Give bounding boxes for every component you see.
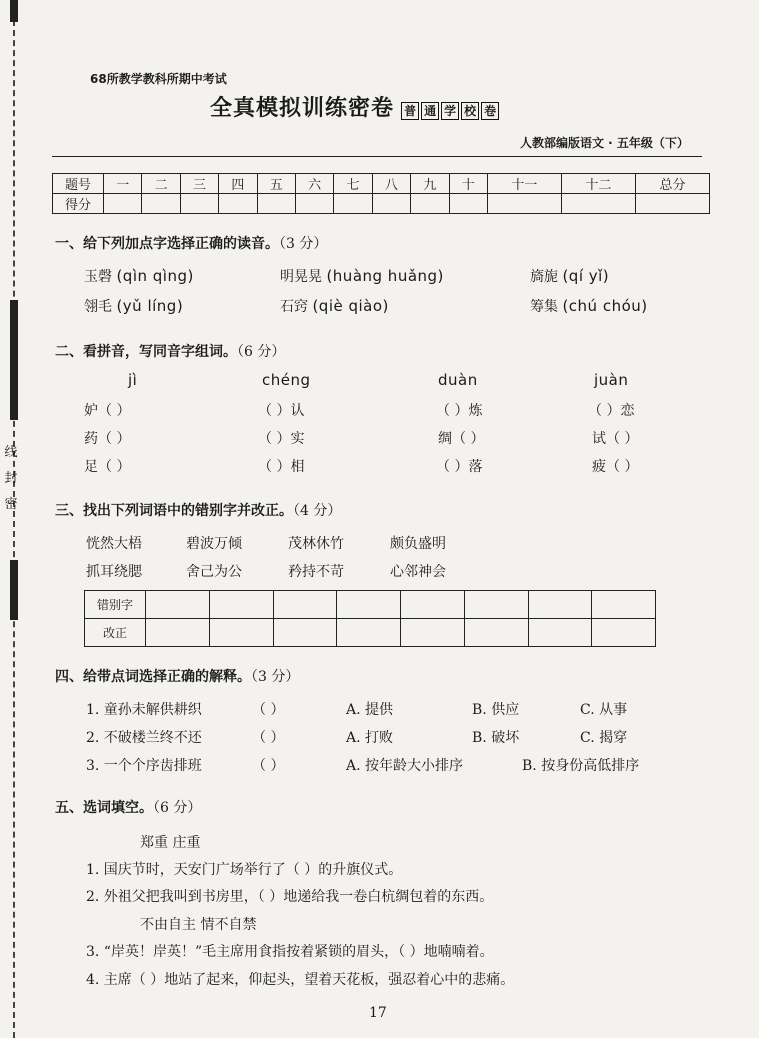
score-col: 五 [257,174,295,194]
score-col: 九 [411,174,449,194]
s4-answer-blank[interactable]: （ ） [252,758,285,774]
correction-row [85,619,656,647]
correction-cell[interactable] [146,619,210,647]
s2-blank[interactable]: （ ）炼 [436,403,483,419]
s1-item [530,296,648,316]
s1-item [530,266,609,286]
typo-row-label: 错别字 [85,591,146,619]
s2-pinyin: chéng [262,371,311,389]
s4-option-b: B. 按身份高低排序 [522,758,640,774]
score-cell[interactable] [372,194,410,214]
score-cell[interactable] [487,194,561,214]
score-col: 七 [334,174,372,194]
score-cell[interactable] [219,194,257,214]
section2-points: （6 分） [237,344,286,360]
s2-blank[interactable]: （ ）相 [258,459,305,475]
score-col: 三 [180,174,218,194]
exam-subtitle: 68所教学教科所期中考试 [90,72,227,86]
edition-label: 人教部编版语文 · 五年级（下） [520,136,689,150]
typo-cell[interactable] [273,591,337,619]
badge-char: 卷 [481,102,499,120]
section2-heading [55,341,285,361]
s3-word: 矜持不苛 [288,564,344,580]
correction-cell[interactable] [209,619,273,647]
binding-dashed-line [13,0,15,1038]
badge-char: 普 [401,102,419,120]
typo-cell[interactable] [592,591,656,619]
s3-word: 碧波万倾 [186,536,242,552]
s4-answer-blank[interactable]: （ ） [252,730,285,746]
correction-cell[interactable] [464,619,528,647]
s3-word: 颇负盛明 [390,536,446,552]
score-col: 一 [104,174,142,194]
page-number: 17 [369,1005,387,1021]
s1-item [84,296,183,316]
s1-pinyin: (yǔ líng) [116,297,184,315]
s3-word: 舍己为公 [186,564,242,580]
typo-cell[interactable] [528,591,592,619]
correction-cell[interactable] [337,619,401,647]
s4-option-a: A. 打败 [346,730,394,746]
exam-title: 全真模拟训练密卷 [210,96,395,121]
s5-sentence[interactable]: 2. 外祖父把我叫到书房里，（ ）地递给我一卷白杭绸包着的东西。 [86,889,494,905]
s1-pinyin: (qí yǐ) [562,267,610,285]
s4-option-c: C. 从事 [580,702,628,718]
typo-table [84,590,656,647]
correction-cell[interactable] [273,619,337,647]
score-col: 二 [142,174,180,194]
s1-word: 旖旎 [530,269,558,285]
score-col: 总分 [635,174,709,194]
s5-sentence[interactable]: 1. 国庆节时，天安门广场举行了（ ）的升旗仪式。 [86,862,403,878]
badge-char: 校 [461,102,479,120]
correction-cell[interactable] [592,619,656,647]
s2-blank[interactable]: （ ）恋 [588,403,635,419]
seal-char: 线 [4,445,18,460]
s1-item [280,296,389,316]
section3-heading [55,500,341,520]
score-cell[interactable] [635,194,709,214]
s4-option-b: B. 破坏 [472,730,520,746]
binding-bar-top [10,0,18,22]
score-cell[interactable] [449,194,487,214]
s3-word: 茂林休竹 [288,536,344,552]
s4-question: 2. 不破楼兰终不还 [86,730,202,746]
s2-blank[interactable]: 妒（ ） [84,403,131,419]
s2-blank[interactable]: 疲（ ） [592,459,639,475]
s4-option-c: C. 揭穿 [580,730,628,746]
seal-char: 封 [4,471,18,486]
section5-heading [55,797,201,817]
s1-word: 玉磬 [84,269,112,285]
typo-cell[interactable] [146,591,210,619]
binding-bar-middle [10,300,18,420]
s2-pinyin: duàn [438,371,478,389]
s2-blank[interactable]: 试（ ） [592,431,639,447]
s5-word-choices: 不由自主 情不自禁 [140,917,257,933]
s1-word: 翎毛 [84,299,112,315]
score-header-row [53,174,710,194]
s1-word: 筹集 [530,299,558,315]
s5-word-choices: 郑重 庄重 [140,835,201,851]
score-cell[interactable] [561,194,635,214]
section5-points: （6 分） [153,800,202,816]
s1-item [84,266,194,286]
score-cell[interactable] [180,194,218,214]
s2-pinyin: jì [128,371,138,389]
section3-points: （4 分） [293,503,342,519]
correction-cell[interactable] [401,619,465,647]
s2-blank[interactable]: （ ）实 [258,431,305,447]
s4-option-b: B. 供应 [472,702,520,718]
s1-item [280,266,444,286]
score-col: 十二 [561,174,635,194]
s4-question: 3. 一个个序齿排班 [86,758,202,774]
score-col: 八 [372,174,410,194]
typo-cell[interactable] [209,591,273,619]
binding-bar-lower [10,560,18,620]
s4-answer-blank[interactable]: （ ） [252,702,285,718]
section1-title: 一、给下列加点字选择正确的读音。 [55,236,279,252]
section3-title: 三、找出下列词语中的错别字并改正。 [55,503,293,519]
score-cell[interactable] [257,194,295,214]
s1-word: 明晃晃 [280,269,322,285]
badge-char: 学 [441,102,459,120]
s5-sentence[interactable]: 4. 主席（ ）地站了起来，仰起头，望着天花板，强忍着心中的悲痛。 [86,972,515,988]
s3-word: 心邻神会 [390,564,446,580]
s5-sentence[interactable]: 3. “岸英！岸英！”毛主席用食指按着紧锁的眉头，（ ）地喃喃着。 [86,944,494,960]
correction-cell[interactable] [528,619,592,647]
s1-word: 石窍 [280,299,308,315]
score-table [52,173,710,214]
score-cell[interactable] [411,194,449,214]
score-value-label: 得分 [53,194,104,214]
s2-blank[interactable]: 足（ ） [84,459,131,475]
badge-char: 通 [421,102,439,120]
section4-points: （3 分） [251,669,300,685]
s1-pinyin: (huàng huǎng) [326,267,444,285]
score-cell[interactable] [334,194,372,214]
section1-points: （3 分） [279,236,328,252]
seal-char: 密 [4,497,18,512]
s4-question: 1. 童孙未解供耕织 [86,702,202,718]
score-col: 十 [449,174,487,194]
s2-pinyin: juàn [594,371,629,389]
score-col: 十一 [487,174,561,194]
header-rule [52,156,702,157]
s1-pinyin: (qiè qiào) [312,297,389,315]
section4-heading [55,666,299,686]
score-col: 六 [295,174,333,194]
score-cell[interactable] [142,194,180,214]
school-badges [399,100,499,119]
s4-option-a: A. 按年龄大小排序 [346,758,464,774]
s2-blank[interactable]: （ ）认 [258,403,305,419]
typo-row [85,591,656,619]
s2-blank[interactable]: 绸（ ） [438,431,485,447]
s3-word: 抓耳绕腮 [86,564,142,580]
score-value-row [53,194,710,214]
section4-title: 四、给带点词选择正确的解释。 [55,669,251,685]
score-header-label: 题号 [53,174,104,194]
score-cell[interactable] [104,194,142,214]
score-cell[interactable] [295,194,333,214]
correction-row-label: 改正 [85,619,146,647]
exam-title-row [210,91,499,122]
s4-option-a: A. 提供 [346,702,394,718]
s1-pinyin: (chú chóu) [562,297,648,315]
typo-cell[interactable] [401,591,465,619]
typo-cell[interactable] [464,591,528,619]
s2-blank[interactable]: （ ）落 [436,459,483,475]
s2-blank[interactable]: 药（ ） [84,431,131,447]
typo-cell[interactable] [337,591,401,619]
score-col: 四 [219,174,257,194]
section5-title: 五、选词填空。 [55,800,153,816]
s3-word: 恍然大梧 [86,536,142,552]
seal-line-label [2,440,20,518]
section1-heading [55,233,327,253]
section2-title: 二、看拼音，写同音字组词。 [55,344,237,360]
s1-pinyin: (qìn qìng) [116,267,194,285]
